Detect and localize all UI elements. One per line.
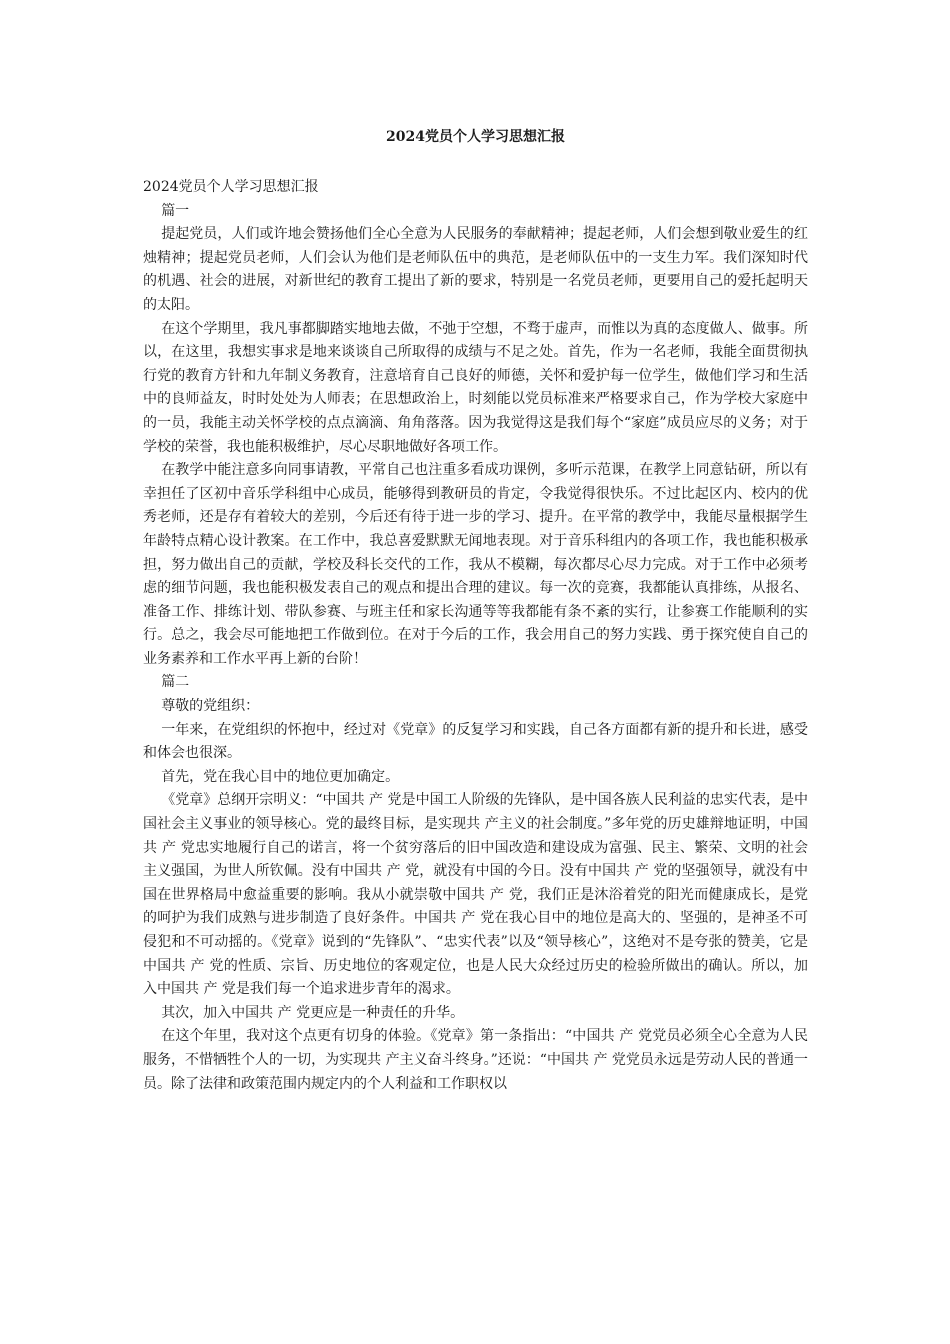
paragraph: 首先，党在我心目中的地位更加确定。 [161,768,400,785]
paragraph: 一年来，在党组织的怀抱中，经过对《党章》的反复学习和实践，自己各方面都有新的提升和长进，感受和体会也很深。 [143,721,808,762]
paragraph: 在这个学期里，我凡事都脚踏实地地去做，不弛于空想，不骛于虚声，而惟以为真的态度做人、做事。所以，在这里，我想实事求是地来谈谈自己所取得的成绩与不足之处。首先，作为一名老师，我能全面贯彻执行党的教育方针和九年制义务教育，注意培育自己良好的师德，关怀和爱护每一位学生，做他们学习和生活中的良师益友，时时处处为人师表；在思想政治上，时刻能以党员标准来严格要求自己，作为学校大家庭中的一员，我能主动关怀学校的点点滴滴、角角落落。因为我觉得这是我们每个“家庭”成员应尽的义务；对于学校的荣誉，我也能积极维护，尽心尽职地做好各项工作。 [143,320,808,455]
paragraph: 在教学中能注意多向同事请教，平常自己也注重多看成功课例，多听示范课，在教学上同意钻研，所以有幸担任了区初中音乐学科组中心成员，能够得到教研员的肯定，令我觉得很快乐。不过比起区内、校内的优秀老师，还是存有着较大的差别，今后还有待于进一步的学习、提升。在平常的教学中，我能尽量根据学生年龄特点精心设计教案。在工作中，我总喜爱默默无闻地表现。对于音乐科组内的各项工作，我也能积极承担，努力做出自己的贡献，学校及科长交代的工作，我从不模糊，每次都尽心尽力完成。对于工作中必须考虑的细节问题，我也能积极发表自己的观点和提出合理的建议。每一次的竞赛，我都能认真排练，从报名、准备工作、排练计划、带队参赛、与班主任和家长沟通等等我都能有条不紊的实行，让参赛工作能顺利的实行。总之，我会尽可能地把工作做到位。在对于今后的工作，我会用自己的努力实践、勇于探究使自自己的业务素养和工作水平再上新的台阶！ [143,462,808,667]
paragraph: 提起党员，人们或许地会赞扬他们全心全意为人民服务的奉献精神；提起老师，人们会想到敬业爱生的红烛精神；提起党员老师，人们会认为他们是老师队伍中的典范，是老师队伍中的一支生力军。我们深知时代的机遇、社会的进展，对新世纪的教育工提出了新的要求，特别是一名党员老师，更要用自己的爱托起明天的太阳。 [143,226,808,313]
paragraph: 尊敬的党组织： [161,698,260,715]
paragraph: 《党章》总纲开宗明义：“中国共 产 党是中国工人阶级的先锋队，是中国各族人民利益的忠实代表，是中国社会主义事业的领导核心。党的最终目标，是实现共 产主义的社会制度。”多年党的历史雄辩地证明，中国共 产 党忠实地履行自己的诺言，将一个贫穷落后的旧中国改造和建设成为富强、民主、繁荣、文明的社会主义强国，为世人所钦佩。没有中国共 产 党，就没有中国的今日。没有中国共 产 党的坚强领导，就没有中国在世界格局中愈益重要的影响。我从小就崇敬中国共 产 党，我们正是沐浴着党的阳光而健康成长，是党的呵护为我们成熟与进步制造了良好条件。中国共 产 党在我心目中的地位是高大的、坚强的，是神圣不可侵犯和不可动摇的。《党章》说到的“先锋队”、“忠实代表”以及“领导核心”，这绝对不是夸张的赞美，它是中国共 产 党的性质、宗旨、历史地位的客观定位，也是人民大众经过历史的检验所做出的确认。所以，加入中国共 产 党是我们每一个追求进步青年的渴求。 [143,792,808,998]
document-body [143,176,808,1096]
document-title: 2024党员个人学习思想汇报 [386,129,565,145]
paragraph: 篇一 [161,202,190,219]
paragraph: 在这个年里，我对这个点更有切身的体验。《党章》第一条指出：“中国共 产 党党员必须全心全意为人民服务，不惜牺牲个人的一切，为实现共 产主义奋斗终身。”还说：“中国共 产 党党员永远是劳动人民的普通一员。除了法律和政策范围内规定内的个人利益和工作职权以 [143,1028,808,1092]
paragraph: 2024党员个人学习思想汇报 [143,179,319,195]
paragraph: 篇二 [161,674,190,691]
paragraph: 其次，加入中国共 产 党更应是一种责任的升华。 [161,1004,465,1021]
